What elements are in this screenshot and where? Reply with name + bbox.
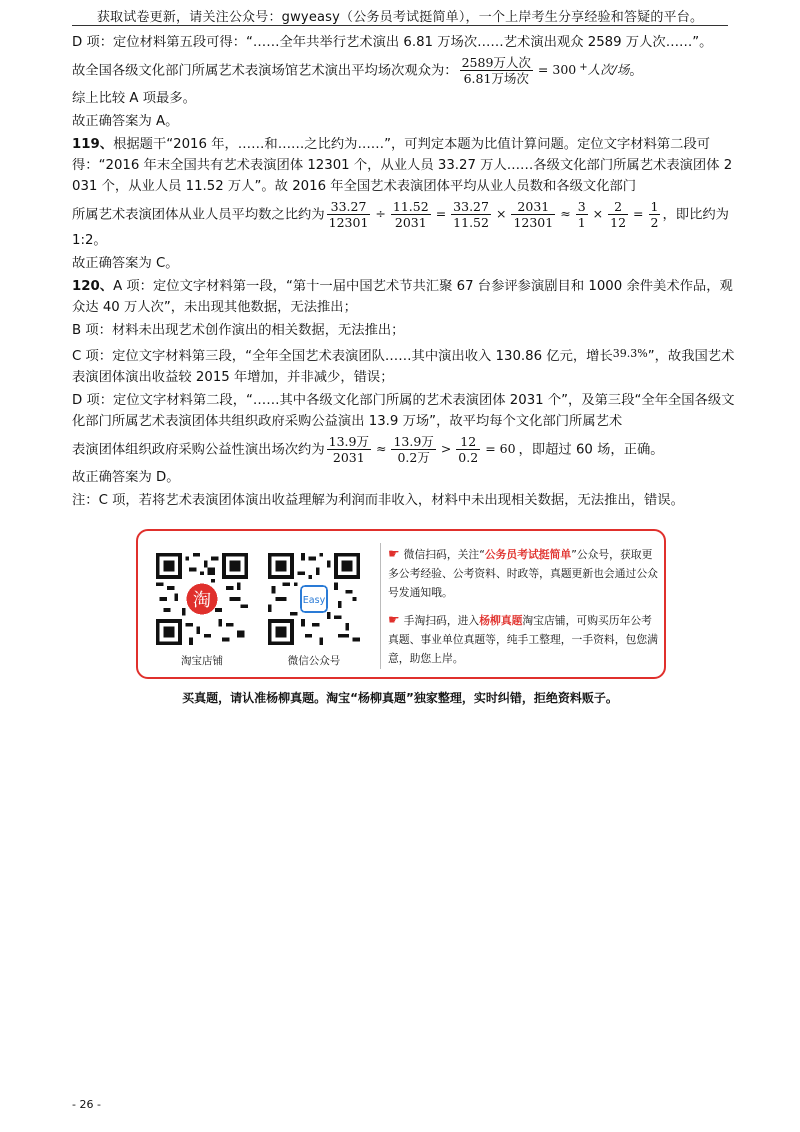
frac-denominator: 12 — [610, 215, 627, 230]
question-119-formula-line — [72, 199, 736, 251]
operator: = 60 — [485, 441, 516, 456]
frac-denominator: 12301 — [328, 215, 369, 230]
operator: > — [440, 441, 452, 456]
pointing-hand-icon: ☛ — [388, 613, 400, 628]
frac-numerator: 33.27 — [327, 199, 371, 215]
answer-119: 故正确答案为 C。 — [72, 256, 179, 271]
page-number: - 26 - — [72, 1098, 101, 1111]
frac-numerator: 33.27 — [453, 199, 489, 214]
wechat-promo-text — [388, 545, 660, 602]
taobao-qr-code[interactable] — [156, 553, 248, 645]
frac-denominator: 2031 — [332, 450, 365, 465]
header-divider — [72, 25, 728, 26]
promo-line2-pre: 手淘扫码，进入 — [403, 614, 480, 627]
average-formula — [325, 434, 519, 465]
frac-numerator: 1 — [650, 199, 659, 214]
promo-line1-pre: 微信扫码，关注“ — [403, 548, 485, 561]
ratio-formula — [325, 199, 663, 230]
operator: × — [592, 206, 604, 221]
frac-numerator: 13.9万 — [328, 434, 369, 449]
calc-end: 。 — [629, 63, 643, 79]
answer-120: 故正确答案为 D。 — [72, 470, 180, 485]
question-119-end: ，即比约为 1:2。 — [72, 207, 729, 248]
frac-denominator: 2 — [650, 215, 659, 230]
question-number-120: 120、 — [72, 279, 114, 294]
promo-divider — [380, 543, 381, 669]
taobao-qr-label: 淘宝店铺 — [181, 655, 223, 667]
frac-denominator: 12301 — [513, 215, 554, 230]
pointing-hand-icon: ☛ — [388, 547, 400, 562]
frac-denominator: 0.2万 — [397, 450, 430, 465]
operator: ≈ — [560, 206, 571, 221]
frac-denominator: 2031 — [394, 215, 427, 230]
frac-numerator: 13.9万 — [393, 434, 434, 449]
unit-text: 人次/场 — [587, 62, 630, 77]
frac-denominator: 11.52 — [453, 215, 489, 230]
question-number-119: 119、 — [72, 137, 114, 152]
question-119-text: 根据题干“2016 年，……和……之比约为……”，可判定本题为比值计算问题。定位文字材料第二段可得：“2016 年末全国共有艺术表演团体 12301 个，从业人员 33.27 万人……各级文化部门所属艺术表演团体 2031 个，从业人员 11.52 万人”。故 2016 年全国艺术表演团体平均从业人员数和各级文化部门 — [72, 137, 733, 194]
operator: ≈ — [375, 441, 387, 456]
frac-numerator: 2031 — [511, 199, 555, 215]
equals-value: = 300 — [537, 62, 577, 77]
question-120-c-text2: ”，故我国艺术表演团体演出收益较 2015 年增加，并非减少，错误； — [72, 349, 735, 385]
frac-denominator: 1 — [577, 215, 586, 230]
calc-text: 故全国各级文化部门所属艺术表演场馆艺术演出平均场次观众为： — [72, 63, 458, 79]
frac-numerator: 2 — [608, 199, 628, 215]
question-120-c — [72, 343, 736, 388]
shop-name: 杨柳真题 — [479, 614, 523, 627]
question-119 — [72, 134, 736, 197]
wechat-account-name: 公务员考试挺简单 — [484, 548, 572, 561]
taobao-badge: 淘 — [192, 589, 212, 611]
promo-line1-post: ”公众号，获取更多公考经验、公考资料、时政等，真题更新也会通过公众号发通知哦。 — [388, 548, 658, 599]
promo-box — [136, 529, 666, 679]
page-header: 获取试卷更新，请关注公众号：gwyeasy（公务员考试挺简单），一个上岸考生分享经验和答疑的平台。 — [96, 10, 704, 25]
question-120-d-end: ，即超过 60 场，正确。 — [518, 442, 664, 458]
question-120-a — [72, 276, 736, 318]
question-120-b: B 项：材料未出现艺术创作演出的相关数据，无法推出； — [72, 323, 405, 338]
footer-slogan: 买真题，请认准杨柳真题。淘宝“杨柳真题”独家整理，实时纠错，拒绝资料贩子。 — [182, 691, 618, 705]
question-120-a-text: A 项：定位文字材料第一段，“第十一届中国艺术节共汇聚 67 台参评参演剧目和 1000 余件美术作品，观众达 40 万人次”，未出现其他数据，无法推出； — [72, 279, 733, 315]
wechat-qr-label: 微信公众号 — [287, 655, 341, 667]
question-120-d-formula-line — [72, 434, 736, 465]
question-119-text2: 所属艺术表演团体从业人员平均数之比约为 — [72, 207, 325, 223]
question-120-d: D 项：定位文字材料第二段，“……其中各级文化部门所属的艺术表演团体 2031 个”，及第三段“全年全国各级文化部门所属艺术表演团体共组织政府采购公益演出 13.9 万场”，故平均每个文化部门所属艺术 — [72, 393, 735, 429]
frac-denominator: 6.81万场次 — [463, 71, 529, 86]
taobao-promo-text — [388, 611, 660, 668]
operator: ÷ — [375, 206, 386, 221]
calc-formula — [458, 55, 630, 86]
frac-numerator: 12 — [456, 434, 480, 450]
answer-118: 故正确答案为 A。 — [72, 114, 179, 129]
wechat-badge: Easy — [302, 595, 326, 607]
qr-icon — [268, 553, 360, 645]
paragraph-summary: 综上比较 A 项最多。 — [72, 91, 196, 106]
frac-numerator: 2589万人次 — [461, 55, 531, 70]
superscript-plus: + — [579, 62, 588, 73]
operator: = — [633, 206, 644, 221]
qr-icon — [156, 553, 248, 645]
paragraph-calculation — [72, 55, 736, 86]
promo-line2-post: 淘宝店铺，可购买历年公考真题、事业单位真题等，纯手工整理，一手资料，包您满意，助您上岸。 — [388, 614, 658, 665]
question-120-d-text2: 表演团体组织政府采购公益性演出场次约为 — [72, 442, 325, 458]
frac-numerator: 11.52 — [392, 199, 429, 214]
frac-numerator: 3 — [577, 199, 586, 214]
growth-percent: 39.3% — [612, 347, 648, 360]
note: 注：C 项，若将艺术表演团体演出收益理解为利润而非收入，材料中未出现相关数据，无法推出，错误。 — [72, 493, 684, 508]
operator: × — [495, 206, 507, 221]
operator: = — [435, 206, 447, 221]
paragraph-d-option: D 项：定位材料第五段可得：“……全年共举行艺术演出 6.81 万场次……艺术演出观众 2589 万人次……”。 — [72, 35, 713, 50]
wechat-qr-code[interactable] — [268, 553, 360, 645]
question-120-c-text1: C 项：定位文字材料第三段，“全年全国艺术表演团队……其中演出收入 130.86 亿元，增长 — [72, 349, 613, 364]
frac-denominator: 0.2 — [458, 450, 479, 465]
answer-content — [72, 32, 736, 513]
